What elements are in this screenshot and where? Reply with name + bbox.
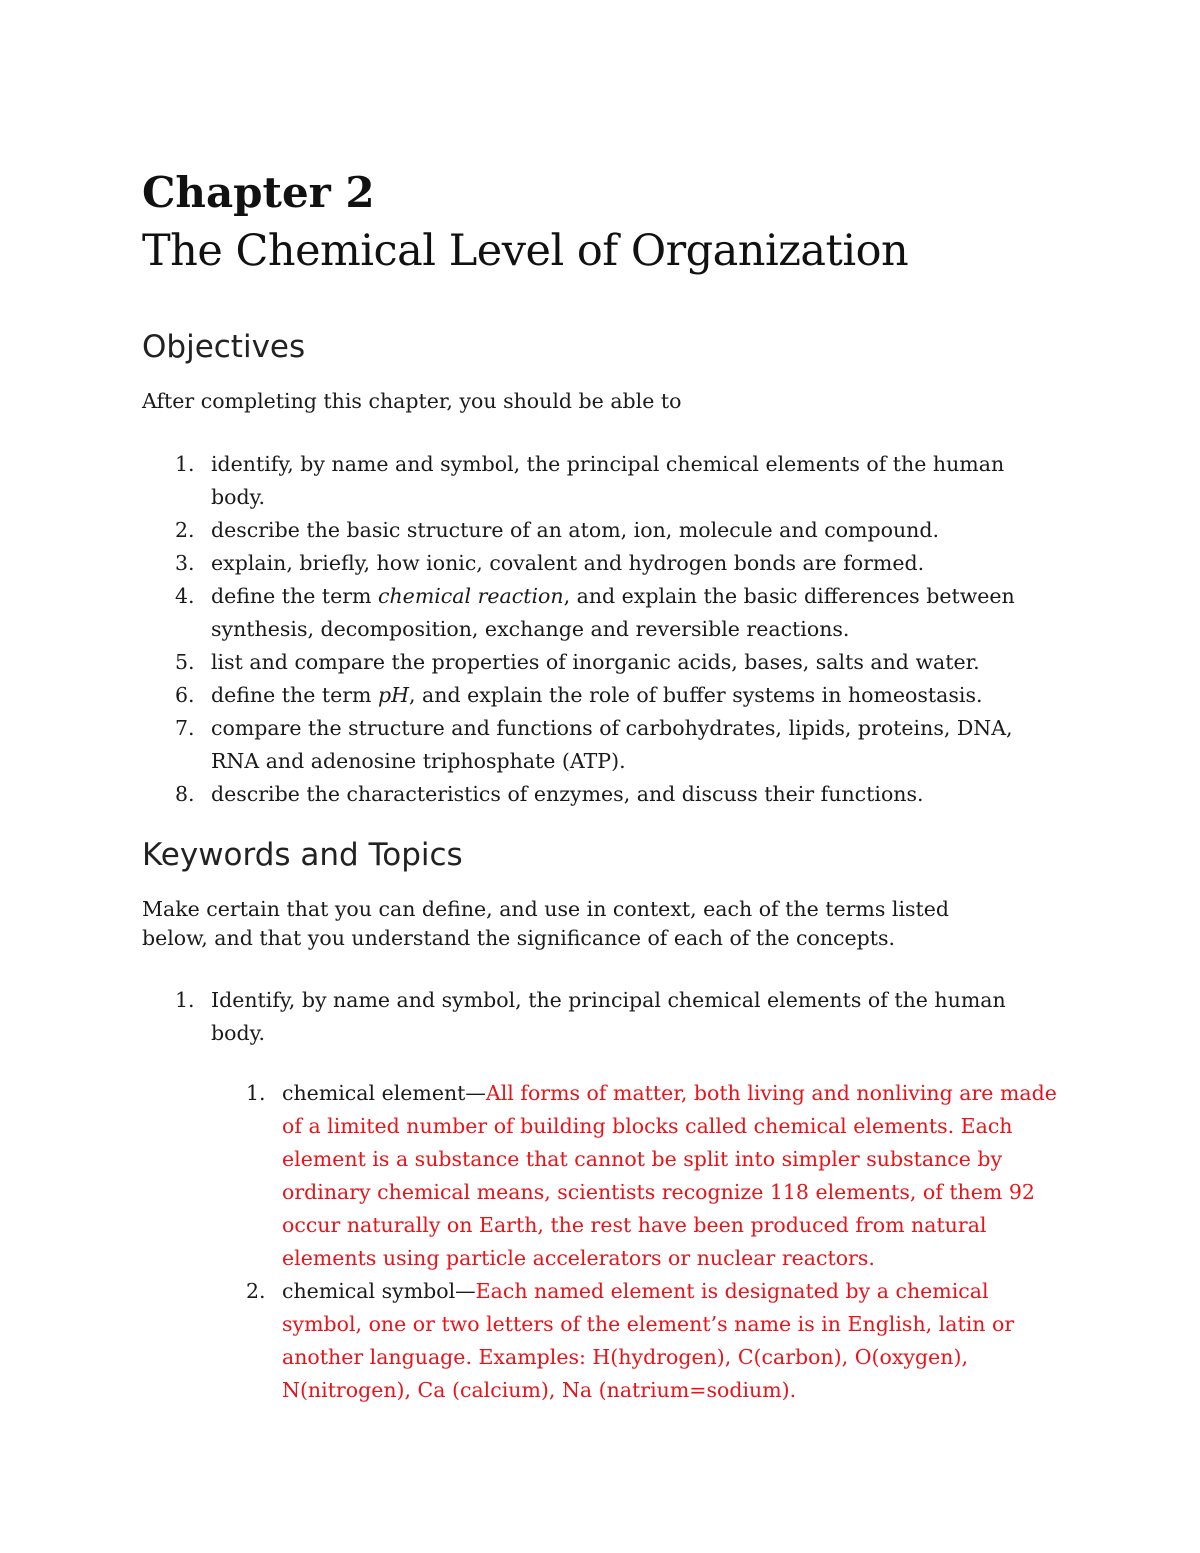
list-number: 1. xyxy=(246,1081,266,1105)
list-number: 2. xyxy=(175,518,195,542)
objective-text: explain, briefly, how ionic, covalent and hydrogen bonds are formed. xyxy=(211,551,925,575)
objective-text: describe the basic structure of an atom, ion, molecule and compound. xyxy=(211,518,940,542)
term-name: chemical element— xyxy=(282,1081,486,1105)
keywords-intro: Make certain that you can define, and use in context, each of the terms listed below, and that you understand the significance of each of the concepts. xyxy=(142,897,950,950)
objective-text-prefix: define the term xyxy=(211,584,378,608)
topic-list xyxy=(175,984,1061,1050)
objectives-list xyxy=(175,448,1061,811)
objective-item xyxy=(175,646,1061,679)
objective-item xyxy=(175,514,1061,547)
list-number: 8. xyxy=(175,782,195,806)
objective-item xyxy=(175,547,1061,580)
objective-item xyxy=(175,778,1061,811)
term-definition: All forms of matter, both living and nonliving are made of a limited number of building blocks called chemical elements. Each element is a substance that cannot be split into simpler substance by ordinary chemical means, scientists recognize 118 elements, of them 92 occur naturally on Earth, the rest have been produced from natural elements using particle accelerators or nuclear reactors. xyxy=(282,1081,1057,1270)
objective-emphasis-term: pH xyxy=(378,683,410,707)
topic-text: Identify, by name and symbol, the principal chemical elements of the human body. xyxy=(211,988,1006,1045)
list-number: 2. xyxy=(246,1279,266,1303)
list-number: 5. xyxy=(175,650,195,674)
topic-item xyxy=(175,984,1061,1050)
objective-item xyxy=(175,448,1061,514)
objective-item xyxy=(175,679,1061,712)
objective-text: identify, by name and symbol, the principal chemical elements of the human body. xyxy=(211,452,1005,509)
objective-item xyxy=(175,580,1061,646)
list-number: 1. xyxy=(175,452,195,476)
objective-text: compare the structure and functions of carbohydrates, lipids, proteins, DNA, RNA and adenosine triphosphate (ATP). xyxy=(211,716,1013,773)
chapter-number: Chapter 2 xyxy=(142,168,375,217)
term-item xyxy=(246,1275,1072,1407)
objective-text: list and compare the properties of inorganic acids, bases, salts and water. xyxy=(211,650,980,674)
list-number: 4. xyxy=(175,584,195,608)
objective-text-suffix: , and explain the role of buffer systems in homeostasis. xyxy=(409,683,983,707)
term-list xyxy=(246,1077,1072,1407)
term-item xyxy=(246,1077,1072,1275)
keywords-heading: Keywords and Topics xyxy=(142,837,463,873)
objectives-heading: Objectives xyxy=(142,329,306,365)
term-definition: Each named element is designated by a chemical symbol, one or two letters of the element’s name is in English, latin or another language. Examples: H(hydrogen), C(carbon), O(oxygen), N(nitrogen), Ca (calcium), Na (natrium=sodium). xyxy=(282,1279,1015,1402)
objective-text-prefix: define the term xyxy=(211,683,378,707)
objective-item xyxy=(175,712,1061,778)
list-number: 6. xyxy=(175,683,195,707)
chapter-title: The Chemical Level of Organization xyxy=(142,226,909,276)
list-number: 7. xyxy=(175,716,195,740)
objective-text-suffix: , and explain the basic differences between synthesis, decomposition, exchange and reversible reactions. xyxy=(211,584,1015,641)
objective-text: describe the characteristics of enzymes, and discuss their functions. xyxy=(211,782,924,806)
objective-emphasis-term: chemical reaction xyxy=(378,584,564,608)
objectives-intro: After completing this chapter, you should be able to xyxy=(142,389,682,413)
term-name: chemical symbol— xyxy=(282,1279,476,1303)
list-number: 3. xyxy=(175,551,195,575)
list-number: 1. xyxy=(175,988,195,1012)
